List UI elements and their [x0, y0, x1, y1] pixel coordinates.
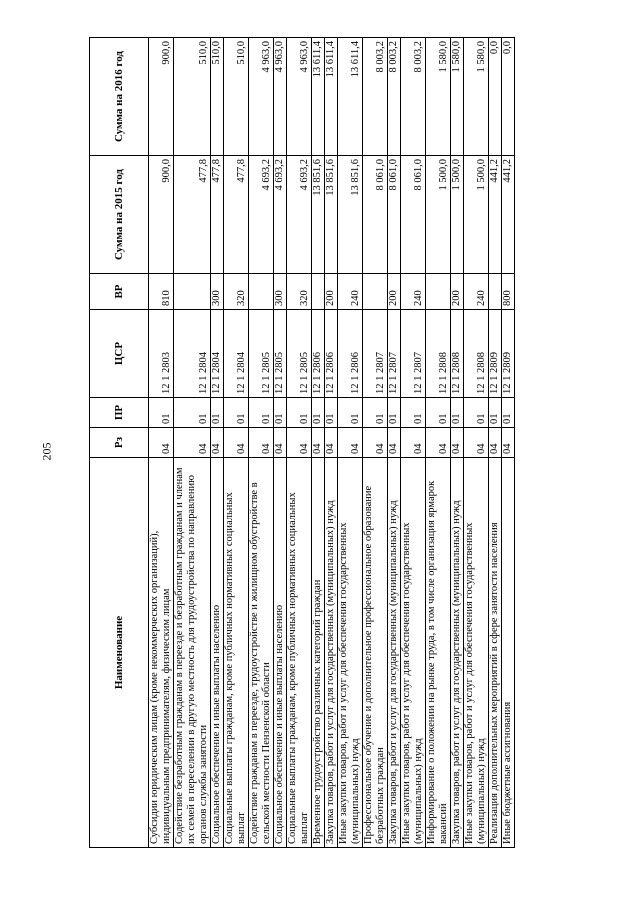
header-csr: ЦСР — [90, 310, 149, 398]
row-pr: 01 — [388, 398, 401, 428]
header-sum-2015: Сумма на 2015 год — [90, 156, 149, 274]
row-csr: 12 1 2805 — [249, 310, 274, 398]
row-sum-2015: 477,8 — [224, 156, 249, 274]
row-name: Содействие гражданам в переезде, трудоустройстве и жилищном обустройстве в сельской местности Пензенской области — [249, 458, 274, 848]
row-pr: 01 — [224, 398, 249, 428]
row-sum-2016: 13 611,4 — [338, 38, 363, 156]
row-rz: 04 — [489, 428, 502, 458]
row-name: Временное трудоустройство различных категорий граждан — [312, 458, 325, 848]
row-rz: 04 — [363, 428, 388, 458]
row-name: Закупка товаров, работ и услуг для государственных (муниципальных) нужд — [451, 458, 464, 848]
row-vr: 240 — [338, 274, 363, 310]
row-pr: 01 — [451, 398, 464, 428]
row-pr: 01 — [325, 398, 338, 428]
row-vr: 240 — [401, 274, 426, 310]
row-rz: 04 — [338, 428, 363, 458]
table-row — [274, 38, 287, 848]
row-sum-2015: 1 500,0 — [451, 156, 464, 274]
row-sum-2015: 8 061,0 — [401, 156, 426, 274]
table-body — [149, 38, 515, 848]
row-vr: 240 — [464, 274, 489, 310]
row-csr: 12 1 2803 — [149, 310, 174, 398]
row-sum-2015: 13 851,6 — [338, 156, 363, 274]
row-csr: 12 1 2806 — [338, 310, 363, 398]
row-rz: 04 — [224, 428, 249, 458]
row-sum-2015: 4 693,2 — [287, 156, 312, 274]
row-sum-2016: 4 963,0 — [274, 38, 287, 156]
row-vr: 200 — [388, 274, 401, 310]
table-row — [388, 38, 401, 848]
table-row — [464, 38, 489, 848]
row-pr: 01 — [211, 398, 224, 428]
row-csr: 12 1 2806 — [312, 310, 325, 398]
table-row — [312, 38, 325, 848]
row-sum-2015: 441,2 — [502, 156, 515, 274]
row-sum-2016: 1 580,0 — [451, 38, 464, 156]
row-sum-2015: 1 500,0 — [464, 156, 489, 274]
row-pr: 01 — [274, 398, 287, 428]
row-csr: 12 1 2808 — [464, 310, 489, 398]
row-pr: 01 — [401, 398, 426, 428]
row-csr: 12 1 2809 — [489, 310, 502, 398]
table-row — [426, 38, 451, 848]
rotated-page-content — [89, 38, 515, 848]
table-row — [401, 38, 426, 848]
table-row — [363, 38, 388, 848]
page-number: 205 — [39, 442, 54, 461]
table-row — [451, 38, 464, 848]
row-csr: 12 1 2808 — [426, 310, 451, 398]
row-sum-2016: 8 003,2 — [388, 38, 401, 156]
row-rz: 04 — [249, 428, 274, 458]
row-sum-2016: 4 963,0 — [249, 38, 274, 156]
row-pr: 01 — [249, 398, 274, 428]
row-vr: 200 — [325, 274, 338, 310]
row-vr — [426, 274, 451, 310]
row-name: Иные закупки товаров, работ и услуг для обеспечения государственных (муниципальных) нужд — [464, 458, 489, 848]
row-vr: 320 — [287, 274, 312, 310]
row-rz: 04 — [325, 428, 338, 458]
row-name: Закупка товаров, работ и услуг для государственных (муниципальных) нужд — [388, 458, 401, 848]
row-sum-2016: 13 611,4 — [312, 38, 325, 156]
row-csr: 12 1 2807 — [401, 310, 426, 398]
row-rz: 04 — [426, 428, 451, 458]
row-csr: 12 1 2804 — [211, 310, 224, 398]
row-name: Иные закупки товаров, работ и услуг для обеспечения государственных (муниципальных) нужд — [401, 458, 426, 848]
row-vr — [312, 274, 325, 310]
row-sum-2015: 900,0 — [149, 156, 174, 274]
row-vr — [249, 274, 274, 310]
row-sum-2015: 477,8 — [211, 156, 224, 274]
row-rz: 04 — [388, 428, 401, 458]
header-sum-2016: Сумма на 2016 год — [90, 38, 149, 156]
row-csr: 12 1 2807 — [388, 310, 401, 398]
row-sum-2016: 1 580,0 — [426, 38, 451, 156]
row-sum-2016: 0,0 — [489, 38, 502, 156]
row-pr: 01 — [312, 398, 325, 428]
row-name: Профессиональное обучение и дополнительное профессиональное образование безработных граждан — [363, 458, 388, 848]
row-csr: 12 1 2809 — [502, 310, 515, 398]
row-csr: 12 1 2806 — [325, 310, 338, 398]
table-row — [149, 38, 174, 848]
row-pr: 01 — [174, 398, 211, 428]
row-sum-2016: 1 580,0 — [464, 38, 489, 156]
budget-table — [89, 37, 515, 848]
row-name: Социальное обеспечение и иные выплаты населению — [211, 458, 224, 848]
row-name: Субсидии юридическим лицам (кроме некоммерческих организаций), индивидуальным предпринимателям, физическим лицам — [149, 458, 174, 848]
row-pr: 01 — [464, 398, 489, 428]
row-sum-2015: 4 693,2 — [274, 156, 287, 274]
header-rz: Рз — [90, 428, 149, 458]
row-sum-2016: 0,0 — [502, 38, 515, 156]
table-row — [489, 38, 502, 848]
row-name: Иные бюджетные ассигнования — [502, 458, 515, 848]
row-vr: 320 — [224, 274, 249, 310]
row-vr — [363, 274, 388, 310]
row-vr: 300 — [211, 274, 224, 310]
table-row — [338, 38, 363, 848]
row-vr: 800 — [502, 274, 515, 310]
row-sum-2015: 4 693,2 — [249, 156, 274, 274]
row-sum-2015: 8 061,0 — [388, 156, 401, 274]
row-pr: 01 — [489, 398, 502, 428]
row-rz: 04 — [274, 428, 287, 458]
row-sum-2016: 13 611,4 — [325, 38, 338, 156]
table-row — [287, 38, 312, 848]
row-name: Закупка товаров, работ и услуг для государственных (муниципальных) нужд — [325, 458, 338, 848]
table-row — [174, 38, 211, 848]
row-name: Социальные выплаты гражданам, кроме публичных нормативных социальных выплат — [224, 458, 249, 848]
row-vr: 300 — [274, 274, 287, 310]
row-name: Информирование о положении на рынке труда, в том числе организация ярмарок вакансий — [426, 458, 451, 848]
row-sum-2015: 441,2 — [489, 156, 502, 274]
row-csr: 12 1 2804 — [224, 310, 249, 398]
row-csr: 12 1 2807 — [363, 310, 388, 398]
row-rz: 04 — [451, 428, 464, 458]
row-pr: 01 — [287, 398, 312, 428]
row-rz: 04 — [401, 428, 426, 458]
row-pr: 01 — [502, 398, 515, 428]
row-name: Социальное обеспечение и иные выплаты населению — [274, 458, 287, 848]
row-rz: 04 — [174, 428, 211, 458]
row-rz: 04 — [211, 428, 224, 458]
row-name: Содействие безработным гражданам в переезде и безработным гражданам и членам их семей в переселении в другую местность для трудоустройства по направлению органов службы занятости — [174, 458, 211, 848]
row-rz: 04 — [502, 428, 515, 458]
row-csr: 12 1 2804 — [174, 310, 211, 398]
row-sum-2015: 8 061,0 — [363, 156, 388, 274]
row-vr: 200 — [451, 274, 464, 310]
row-name: Реализация дополнительных мероприятий в сфере занятости населения — [489, 458, 502, 848]
row-name: Иные закупки товаров, работ и услуг для обеспечения государственных (муниципальных) нужд — [338, 458, 363, 848]
row-pr: 01 — [363, 398, 388, 428]
row-sum-2015: 1 500,0 — [426, 156, 451, 274]
row-sum-2016: 8 003,2 — [363, 38, 388, 156]
row-sum-2016: 510,0 — [174, 38, 211, 156]
table-row — [502, 38, 515, 848]
row-pr: 01 — [338, 398, 363, 428]
row-rz: 04 — [287, 428, 312, 458]
row-sum-2016: 510,0 — [211, 38, 224, 156]
table-row — [211, 38, 224, 848]
row-csr: 12 1 2805 — [274, 310, 287, 398]
row-rz: 04 — [149, 428, 174, 458]
row-sum-2016: 8 003,2 — [401, 38, 426, 156]
row-rz: 04 — [312, 428, 325, 458]
row-rz: 04 — [464, 428, 489, 458]
row-sum-2016: 4 963,0 — [287, 38, 312, 156]
table-header-row — [90, 38, 149, 848]
row-sum-2015: 13 851,6 — [325, 156, 338, 274]
header-name: Наименование — [90, 458, 149, 848]
row-csr: 12 1 2805 — [287, 310, 312, 398]
table-row — [325, 38, 338, 848]
row-sum-2016: 900,0 — [149, 38, 174, 156]
row-csr: 12 1 2808 — [451, 310, 464, 398]
table-row — [224, 38, 249, 848]
header-pr: ПР — [90, 398, 149, 428]
row-vr — [489, 274, 502, 310]
row-sum-2016: 510,0 — [224, 38, 249, 156]
row-sum-2015: 13 851,6 — [312, 156, 325, 274]
row-pr: 01 — [426, 398, 451, 428]
row-vr — [174, 274, 211, 310]
table-row — [249, 38, 274, 848]
row-vr: 810 — [149, 274, 174, 310]
row-sum-2015: 477,8 — [174, 156, 211, 274]
header-vr: ВР — [90, 274, 149, 310]
row-name: Социальные выплаты гражданам, кроме публичных нормативных социальных выплат — [287, 458, 312, 848]
row-pr: 01 — [149, 398, 174, 428]
